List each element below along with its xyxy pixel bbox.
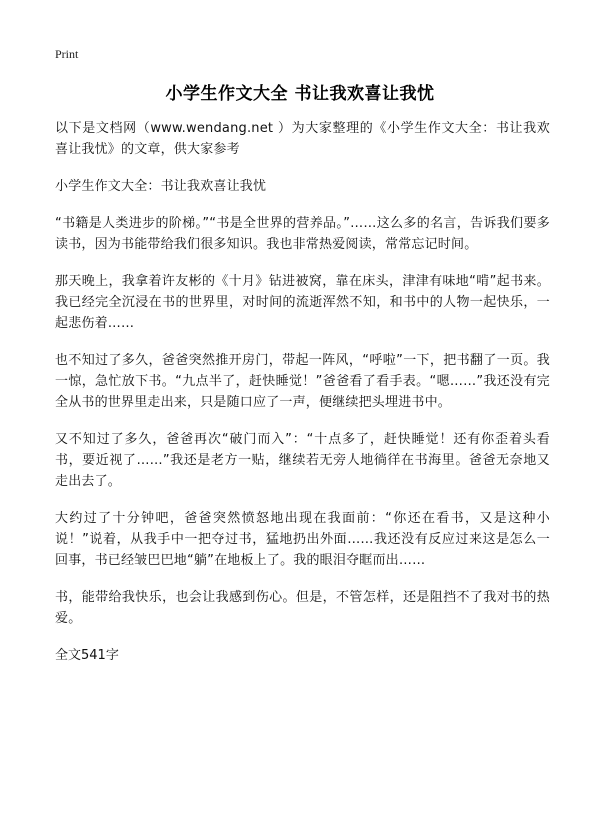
word-count: 全文541字	[55, 648, 119, 663]
article-body	[55, 118, 550, 666]
page-title: 小学生作文大全 书让我欢喜让我忧	[165, 84, 435, 104]
print-label: Print	[55, 47, 79, 61]
body-paragraph: 又不知过了多久，爸爸再次“破门而入”：“十点多了，赶快睡觉！还有你歪着头看书，要近视了……”我还是老方一贴，继续若无旁人地徜徉在书海里。爸爸无奈地又走出去了。	[55, 432, 550, 489]
article-subtitle: 小学生作文大全：书让我欢喜让我忧	[55, 179, 267, 194]
body-paragraph: “书籍是人类进步的阶梯。”“书是全世界的营养品。”……这么多的名言，告诉我们要多读书，因为书能带给我们很多知识。我也非常热爱阅读，常常忘记时间。	[55, 216, 550, 252]
body-paragraph: 那天晚上，我拿着许友彬的《十月》钻进被窝，靠在床头，津津有味地“啃”起书来。我已经完全沉浸在书的世界里，对时间的流逝浑然不知，和书中的人物一起快乐，一起悲伤着……	[55, 274, 550, 331]
intro-paragraph: 以下是文档网（www.wendang.net ）为大家整理的《小学生作文大全：书让我欢喜让我忧》的文章，供大家参考	[55, 121, 550, 157]
body-paragraph: 也不知过了多久，爸爸突然推开房门，带起一阵风，“呼啦”一下，把书翻了一页。我一惊，急忙放下书。“九点半了，赶快睡觉！”爸爸看了看手表。“嗯……”我还没有完全从书的世界里走出来，只是随口应了一声，便继续把头埋进书中。	[55, 353, 550, 410]
body-paragraph: 书，能带给我快乐，也会让我感到伤心。但是，不管怎样，还是阻挡不了我对书的热爱。	[55, 590, 550, 626]
body-paragraph: 大约过了十分钟吧，爸爸突然愤怒地出现在我面前：“你还在看书，又是这种小说！”说着，从我手中一把夺过书，猛地扔出外面……我还没有反应过来这是怎么一回事，书已经皱巴巴地“躺”在地板上了。我的眼泪夺眶而出……	[55, 511, 550, 568]
